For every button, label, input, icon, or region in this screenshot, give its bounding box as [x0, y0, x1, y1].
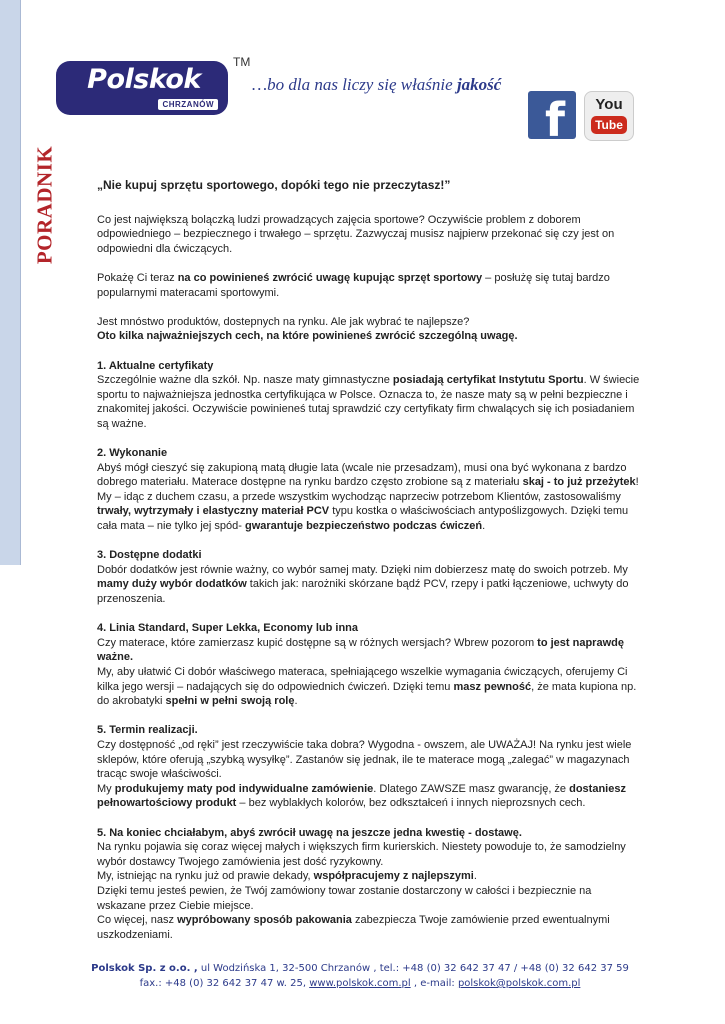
side-bar	[0, 0, 21, 565]
facebook-icon[interactable]: f	[528, 91, 576, 139]
email-link[interactable]: polskok@polskok.com.pl	[457, 978, 581, 989]
footer-company: Polskok Sp. z o.o. ,	[91, 963, 198, 974]
paragraph-3: Jest mnóstwo produktów, dostepnych na rynku. Ale jak wybrać te najlepsze? Oto kilka najważniejszych cech, na które powinieneś zwrócić szczególną uwagę.	[97, 315, 518, 343]
side-label: PORADNIK	[32, 145, 57, 265]
section-heading: 5. Na koniec chciałabym, abyś zwrócił uwagę na jeszcze jedna kwestię - dostawę.	[97, 826, 522, 839]
footer-line-2: fax.: +48 (0) 32 642 37 47 w. 25, www.polskok.com.pl , e-mail: polskok@polskok.com.pl	[139, 978, 581, 989]
footer	[60, 961, 660, 991]
section-heading: 3. Dostępne dodatki	[97, 549, 202, 562]
trademark: TM	[233, 55, 251, 69]
polskok-logo	[56, 61, 228, 115]
section-2: 2. Wykonanie Abyś mógł cieszyć się zakupioną matą długie lata (wcale nie przesadzam), musi ona być wykonana z bardzo dobrego materiału. Materace dostępne na rynku bardzo często zrobione są z materiału skaj - to już przeżytek! My – idąc z duchem czasu, a przede wszystkim wychodząc naprzeciw potrzebom Klientów, zastosowaliśmy trwały, wytrzymały i elastyczny materiał PCV typu kostka o właściwościach antypoślizgowych. Dzięki temu cała mata – nie tylko jej spód- gwarantuje bezpieczeństwo podczas ćwiczeń.	[97, 447, 639, 533]
section-6: 5. Na koniec chciałabym, abyś zwrócił uwagę na jeszcze jedna kwestię - dostawę. Na rynku pojawia się coraz więcej małych i większych firm kurierskich. Niestety powoduje to, że samodzielny wybór dostawcy Twojego zamówienia jest dość ryzykowny. My, istniejąc na rynku już od prawie dekady, współpracujemy z najlepszymi. Dzięki temu jesteś pewien, że Twój zamówiony towar zostanie dostarczony w całości i bezpiecznie na wskazane przez Ciebie miejsce. Co więcej, nasz wypróbowany sposób pakowania zabezpiecza Twoje zamówienie przed ewentualnymi uszkodzeniami.	[97, 826, 626, 941]
section-5: 5. Termin realizacji. Czy dostępność „od ręki” jest rzeczywiście taka dobra? Wygodna - owszem, ale UWAŻAJ! Na rynku jest wiele sklepów, które oferują „szybką wysyłkę”. Zastanów się jednak, ile te materace mogą „zalegać” w magazynach tracąc swoje właściwości. My produkujemy maty pod indywidualne zamówienie. Dlatego ZAWSZE masz gwarancję, że dostaniesz pełnowartościowy produkt – bez wyblakłych kolorów, bez odkształceń i innych nieprozsnych cech.	[97, 724, 632, 810]
footer-line-1: Polskok Sp. z o.o. , ul Wodzińska 1, 32-500 Chrzanów , tel.: +48 (0) 32 642 37 47 / +48 (0) 32 642 37 59	[91, 963, 629, 974]
article-title: „Nie kupuj sprzętu sportowego, dopóki tego nie przeczytasz!”	[97, 178, 451, 192]
section-heading: 1. Aktualne certyfikaty	[97, 359, 214, 372]
section-1: 1. Aktualne certyfikaty Szczególnie ważne dla szkół. Np. nasze maty gimnastyczne posiadają certyfikat Instytutu Sportu. W świecie sportu to najważniejsza jednostka certyfikująca w Polsce. Oznacza to, że nasze maty są w pełni bezpieczne i znakomitej jakości. Oczywiście powinieneś tutaj sprawdzić czy certyfikaty firm chwalących się ich posiadaniem są ważne.	[97, 359, 640, 430]
section-heading: 5. Termin realizacji.	[97, 724, 198, 737]
section-heading: 2. Wykonanie	[97, 447, 168, 460]
youtube-icon[interactable]: You Tube	[584, 91, 634, 141]
section-3: 3. Dostępne dodatki Dobór dodatków jest równie ważny, co wybór samej maty. Dzięki nim dobierzesz matę do swoich potrzeb. My mamy duży wybór dodatków takich jak: narożniki skórzane bądź PCV, rzepy i patki łączeniowe, uchwyty do przenoszenia.	[97, 549, 629, 606]
intro-paragraph: Co jest największą bolączką ludzi prowadzących zajęcia sportowe? Oczywiście problem z doborem odpowiedniego – bezpiecznego i trwałego – sprzętu. Zazwyczaj musisz najpierw przekonać się czy jest on odpowiedni dla ćwiczących.	[97, 213, 615, 255]
paragraph-2: Pokażę Ci teraz na co powinieneś zwrócić uwagę kupując sprzęt sportowy – posłużę się tutaj bardzo popularnymi materacami sportowymi.	[97, 271, 610, 299]
tagline: …bo dla nas liczy się właśnie jakość	[252, 75, 502, 94]
section-heading: 4. Linia Standard, Super Lekka, Economy lub inna	[97, 622, 359, 635]
section-4: 4. Linia Standard, Super Lekka, Economy lub inna Czy materace, które zamierzasz kupić dostępne są w różnych wersjach? Wbrew pozorom to jest naprawdę ważne. My, aby ułatwić Ci dobór właściwego materaca, spełniającego wszelkie wymagania ćwiczących, oferujemy Ci kilka jego wersji – nadających się do odpowiednich ćwiczeń. Dzięki temu masz pewność, że mata kupiona np. do akrobatyki spełni w pełni swoją rolę.	[97, 622, 637, 708]
article	[97, 178, 642, 957]
logo-city: CHRZANÓW	[158, 99, 218, 110]
logo-name: Polskok	[87, 64, 201, 95]
website-link[interactable]: www.polskok.com.pl	[309, 978, 411, 989]
